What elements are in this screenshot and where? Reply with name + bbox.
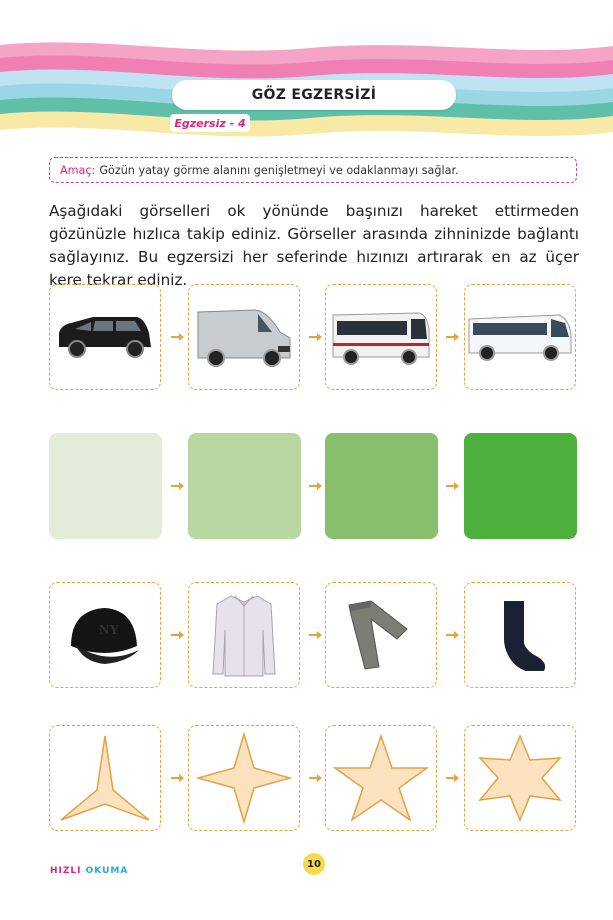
minibus-icon <box>329 305 433 369</box>
color-row <box>49 433 579 541</box>
sock-icon <box>490 595 550 675</box>
vehicle-row <box>49 284 579 392</box>
aim-label: Amaç: <box>60 163 96 177</box>
color-swatch <box>188 433 301 539</box>
arrow-right-icon <box>169 628 187 642</box>
arrow-right-icon <box>444 479 462 493</box>
vehicle-cell <box>49 284 161 390</box>
6-point-star-icon <box>470 730 570 826</box>
shirt-icon <box>209 590 279 680</box>
aim-text: Gözün yatay görme alanını genişletmeyi ve odaklanmayı sağlar. <box>99 163 459 177</box>
trousers-icon <box>341 595 421 675</box>
4-point-star-icon <box>194 730 294 826</box>
arrow-right-icon <box>444 330 462 344</box>
car-icon <box>53 307 157 367</box>
clothing-cell <box>49 582 161 688</box>
star-cell <box>464 725 576 831</box>
rainbow-wave-banner <box>0 0 613 150</box>
exercise-label-box <box>170 114 250 132</box>
color-swatch <box>325 433 438 539</box>
arrow-right-icon <box>307 771 325 785</box>
van-icon <box>192 302 296 372</box>
brand-logo: HIZLI OKUMA <box>50 866 129 876</box>
3-point-star-icon <box>55 730 155 826</box>
arrow-right-icon <box>307 479 325 493</box>
color-swatch <box>49 433 162 539</box>
arrow-right-icon <box>307 330 325 344</box>
vehicle-cell <box>188 284 300 390</box>
bus-icon <box>467 307 573 367</box>
arrow-right-icon <box>169 479 187 493</box>
arrow-right-icon <box>307 628 325 642</box>
instructions-text: Aşağıdaki görselleri ok yönünde başınızı hareket ettirmeden gözünüzle hızlıca takip ediniz. Görseller arasında zihninizde bağlantı sağlayınız. Bu egzersizi her seferinde hızınızı artırarak en az üçer kere tekrar ediniz. <box>49 202 579 289</box>
star-cell <box>188 725 300 831</box>
star-cell <box>49 725 161 831</box>
vehicle-cell <box>325 284 437 390</box>
star-cell <box>325 725 437 831</box>
arrow-right-icon <box>444 628 462 642</box>
star-row <box>49 725 579 833</box>
5-point-star-icon <box>331 730 431 826</box>
clothing-cell <box>325 582 437 688</box>
clothing-row <box>49 582 579 690</box>
page-number: 10 <box>303 853 325 875</box>
page-title-box <box>172 80 456 110</box>
arrow-right-icon <box>444 771 462 785</box>
color-swatch <box>464 433 577 539</box>
arrow-right-icon <box>169 330 187 344</box>
vehicle-cell <box>464 284 576 390</box>
clothing-cell <box>188 582 300 688</box>
svg-text:NY: NY <box>99 623 120 638</box>
cap-icon <box>65 600 145 670</box>
aim-box <box>49 157 577 183</box>
page-title: GÖZ EGZERSİZİ <box>251 87 377 103</box>
clothing-cell <box>464 582 576 688</box>
exercise-label: Egzersiz - 4 <box>174 116 246 130</box>
arrow-right-icon <box>169 771 187 785</box>
